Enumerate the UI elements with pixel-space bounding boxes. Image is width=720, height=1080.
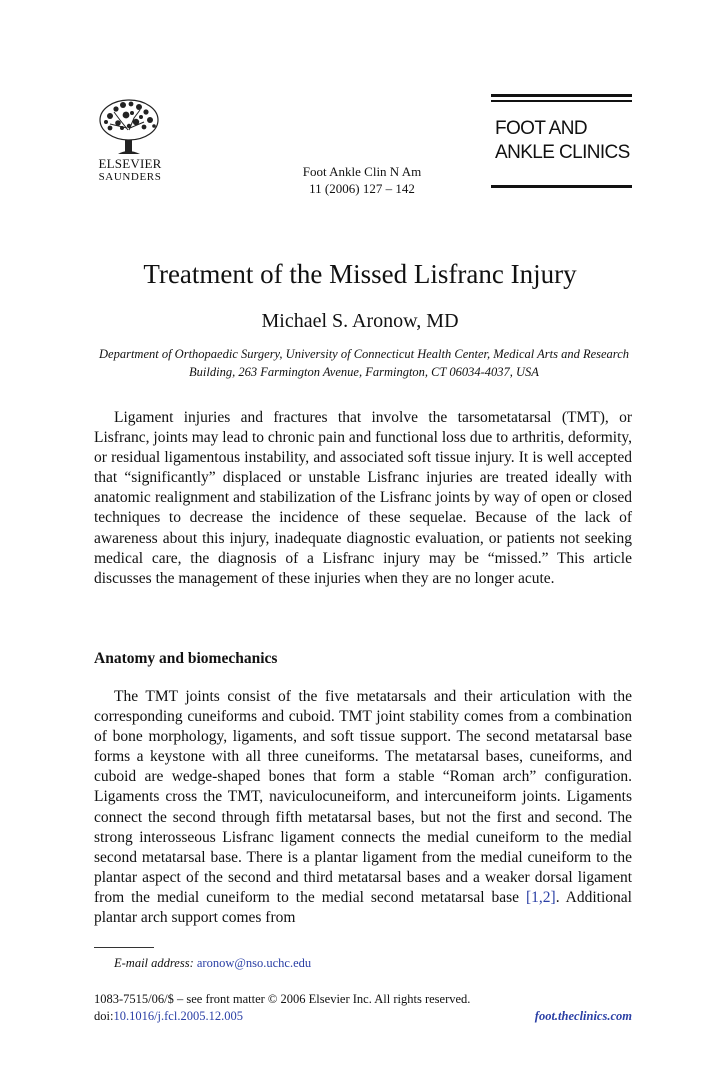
journal-name	[495, 117, 635, 165]
doi-line	[94, 1008, 243, 1024]
journal-name-line2: ANKLE CLINICS	[495, 142, 630, 163]
footnote-divider	[94, 947, 154, 948]
citation-journal: Foot Ankle Clin N Am	[302, 164, 422, 179]
masthead-rule-top	[491, 94, 632, 97]
doi-label: doi:	[94, 1009, 114, 1023]
publisher-imprint: SAUNDERS	[98, 171, 162, 183]
article-title: Treatment of the Missed Lisfranc Injury	[143, 259, 577, 289]
journal-name-line1: FOOT AND	[495, 118, 587, 139]
citation-volume: 11 (2006) 127 – 142	[309, 181, 415, 196]
body-text-continued: . Additional plantar arch support comes from	[94, 888, 632, 927]
doi-link[interactable]: 10.1016/j.fcl.2005.12.005	[113, 1009, 243, 1023]
journal-masthead	[491, 94, 632, 188]
body-text: The TMT joints consist of the five metatarsals and their articulation with the corresponding cuneiforms and cuboid. TMT joint stability comes from a combination of bone morphology, ligaments, and soft tissue support. The second metatarsal base forms a keystone with all three cuneiforms. The metatarsal bases, cuneiforms, and cuboid are wedge-shaped bones that form a stable “Roman arch” configuration. Ligaments cross the TMT, naviculocuneiform, and intercuneiform joints. Ligaments connect the second through fifth metatarsal bases, but not the first and second. The strong interosseous Lisfranc ligament connects the medial cuneiform to the medial second metatarsal base. There is a plantar ligament from the medial cuneiform to the plantar aspect of the second and third metatarsal bases and a weaker dorsal ligament from the medial cuneiform to the medial second metatarsal base	[94, 688, 632, 906]
email-link[interactable]: aronow@nso.uchc.edu	[196, 956, 312, 970]
author-affiliation: Department of Orthopaedic Surgery, University of Connecticut Health Center, Medical Arts and Research Building, 263 Farmington Avenue, Farmington, CT 06034-4037, USA	[99, 347, 629, 379]
abstract-paragraph: Ligament injuries and fractures that involve the tarsometatarsal (TMT), or Lisfranc, joints may lead to chronic pain and functional loss due to arthritis, deformity, or residual ligamentous instability, and associated soft tissue injury. It is well accepted that “significantly” displaced or unstable Lisfranc injuries are treated ideally with anatomic realignment and stabilization of the Lisfranc joints by way of open or closed techniques to decrease the incidence of these sequelae. Because of the lack of awareness about this injury, inadequate diagnostic evaluation, or patients not seeking medical care, the diagnosis of a Lisfranc injury may be “missed.” This article discusses the management of these injuries when they are no longer acute.	[94, 409, 632, 587]
journal-citation	[280, 163, 444, 197]
masthead-rule-bottom	[491, 185, 632, 188]
section-heading: Anatomy and biomechanics	[94, 650, 278, 667]
publisher-name: ELSEVIER	[98, 156, 162, 171]
copyright-line: 1083-7515/06/$ – see front matter © 2006 Elsevier Inc. All rights reserved.	[94, 992, 471, 1006]
article-author: Michael S. Aronow, MD	[261, 310, 459, 332]
publisher-logo	[96, 98, 164, 188]
journal-website-link[interactable]: foot.theclinics.com	[534, 1009, 632, 1023]
email-label: E-mail address:	[114, 956, 194, 970]
footnote	[114, 955, 311, 971]
masthead-rule-thin	[491, 100, 632, 102]
elsevier-tree-icon	[96, 98, 162, 156]
reference-link[interactable]: [1,2]	[526, 888, 556, 906]
body-paragraph	[94, 687, 632, 928]
